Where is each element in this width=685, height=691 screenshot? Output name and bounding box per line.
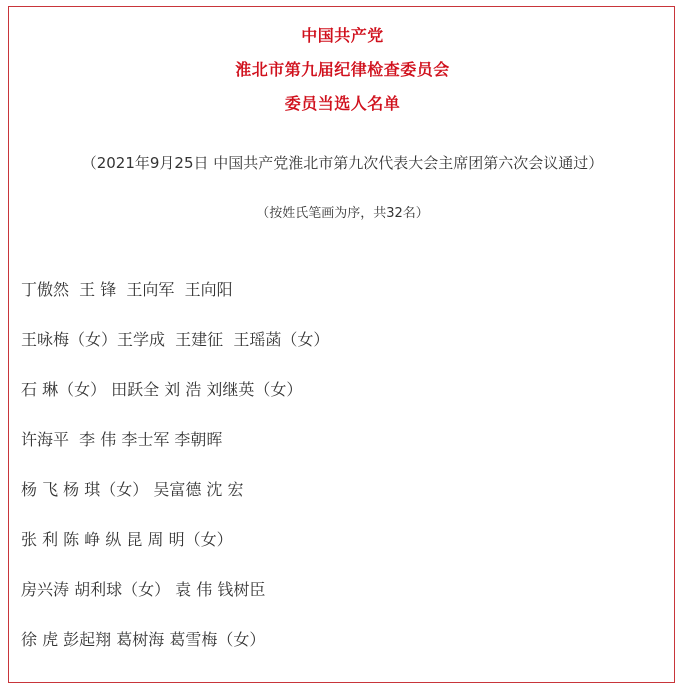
name-row: 房兴涛 胡利球（女） 袁 伟 钱树臣 (21, 580, 266, 599)
approval-subtitle: （2021年9月25日 中国共产党淮北市第九次代表大会主席团第六次会议通过） (81, 154, 604, 172)
heading-party: 中国共产党 (301, 26, 384, 45)
name-row: 徐 虎 彭起翔 葛树海 葛雪梅（女） (21, 630, 266, 649)
heading-list-title: 委员当选人名单 (284, 94, 401, 113)
ordering-note: （按姓氏笔画为序，共32名） (256, 206, 429, 221)
name-row: 石 琳（女） 田跃全 刘 浩 刘继英（女） (21, 380, 303, 399)
name-row: 丁傲然 王 锋 王向军 王向阳 (21, 280, 233, 299)
name-row: 张 利 陈 峥 纵 昆 周 明（女） (21, 530, 233, 549)
name-row: 许海平 李 伟 李士军 李朝晖 (21, 430, 223, 449)
name-row: 杨 飞 杨 琪（女） 吴富德 沈 宏 (21, 480, 244, 499)
heading-committee: 淮北市第九届纪律检查委员会 (235, 60, 450, 79)
name-row: 王咏梅（女）王学成 王建征 王瑶菡（女） (21, 330, 330, 349)
